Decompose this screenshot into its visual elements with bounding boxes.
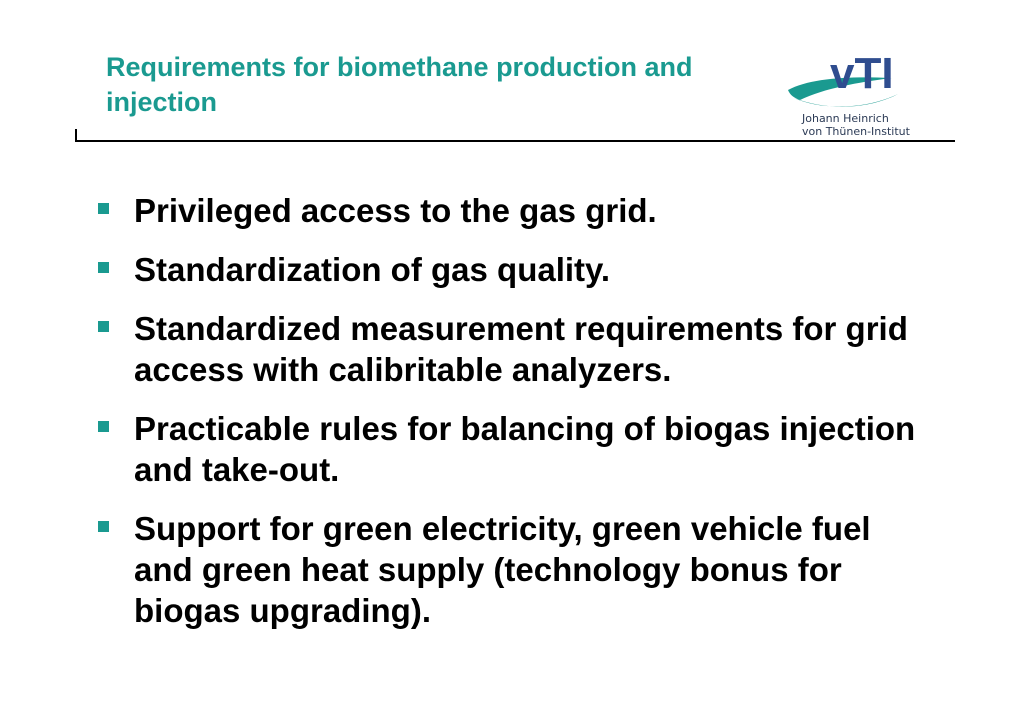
vti-logo — [780, 48, 930, 143]
logo-line-2: von Thünen-Institut — [802, 125, 910, 138]
logo-line-1: Johann Heinrich — [802, 112, 889, 125]
bullet-square-icon — [98, 203, 109, 214]
slide-title: Requirements for biomethane production and injection — [106, 52, 693, 117]
bullet-text: Standardized measurement requirements for grid access with calibritable analyzers. — [134, 310, 908, 388]
bullet-text: Practicable rules for balancing of biogas injection and take-out. — [134, 410, 916, 488]
bullet-square-icon — [98, 262, 109, 273]
bullet-list — [96, 190, 936, 649]
bullet-text: Privileged access to the gas grid. — [134, 192, 657, 229]
bullet-item — [96, 249, 936, 290]
bullet-item — [96, 508, 936, 631]
bullet-item — [96, 408, 936, 490]
bullet-text: Standardization of gas quality. — [134, 251, 611, 288]
bullet-item — [96, 308, 936, 390]
bullet-square-icon — [98, 321, 109, 332]
logo-wordmark: vTI — [830, 49, 894, 98]
bullet-square-icon — [98, 521, 109, 532]
bullet-text: Support for green electricity, green vehicle fuel and green heat supply (technology bonus for biogas upgrading). — [134, 510, 871, 629]
bullet-item — [96, 190, 936, 231]
bullet-square-icon — [98, 421, 109, 432]
